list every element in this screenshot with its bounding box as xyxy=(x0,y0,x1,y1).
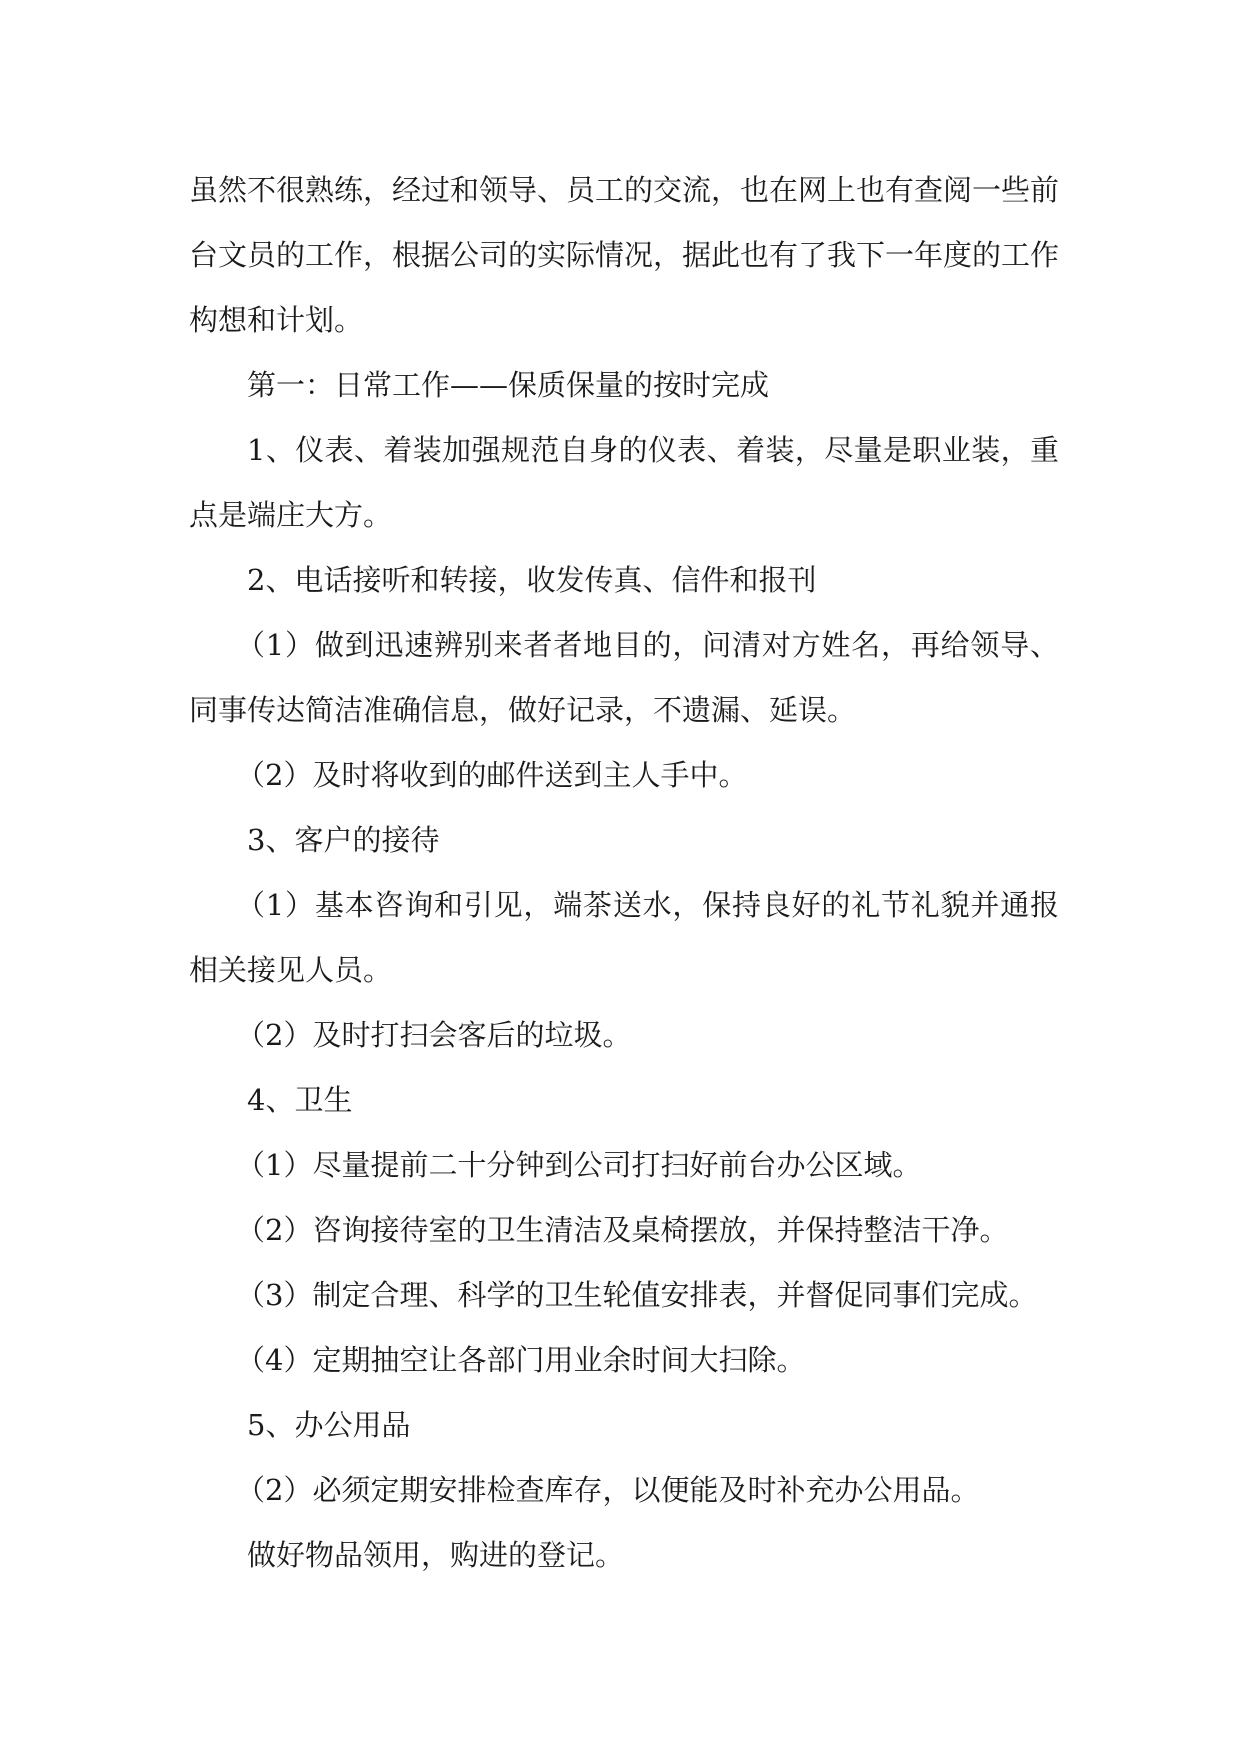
item-3-sub-2: （2）及时打扫会客后的垃圾。 xyxy=(236,1018,632,1052)
paragraph-line: 同事传达简洁准确信息，做好记录，不遗漏、延误。 xyxy=(189,693,857,727)
paragraph-line: 相关接见人员。 xyxy=(189,953,393,987)
item-4-sub-3: （3）制定合理、科学的卫生轮值安排表，并督促同事们完成。 xyxy=(236,1278,1038,1312)
document-body xyxy=(189,158,1059,1588)
item-5-registration: 做好物品领用，购进的登记。 xyxy=(247,1538,625,1572)
item-5-office-supplies: 5、办公用品 xyxy=(247,1408,411,1442)
paragraph-line: （1）基本咨询和引见，端茶送水，保持良好的礼节礼貌并通报 xyxy=(236,888,1059,922)
item-3-sub-1 xyxy=(189,873,1059,1003)
item-1-appearance xyxy=(189,418,1059,548)
section-heading-daily-work: 第一：日常工作——保质保量的按时完成 xyxy=(247,368,770,402)
item-2-sub-1 xyxy=(189,613,1059,743)
item-4-hygiene: 4、卫生 xyxy=(247,1083,353,1117)
paragraph-line: （1）做到迅速辨别来者者地目的，问清对方姓名，再给领导、 xyxy=(236,628,1059,662)
paragraph-line: 构想和计划。 xyxy=(189,303,364,337)
item-4-sub-4: （4）定期抽空让各部门用业余时间大扫除。 xyxy=(236,1343,806,1377)
item-4-sub-2: （2）咨询接待室的卫生清洁及桌椅摆放，并保持整洁干净。 xyxy=(236,1213,1009,1247)
paragraph-intro xyxy=(189,158,1059,353)
paragraph-line: 点是端庄大方。 xyxy=(189,498,393,532)
item-5-sub-2: （2）必须定期安排检查库存，以便能及时补充办公用品。 xyxy=(236,1473,980,1507)
item-2-phone: 2、电话接听和转接，收发传真、信件和报刊 xyxy=(247,563,817,597)
item-2-sub-2: （2）及时将收到的邮件送到主人手中。 xyxy=(236,758,748,792)
paragraph-line: 1、仪表、着装加强规范自身的仪表、着装，尽量是职业装，重 xyxy=(247,433,1059,467)
paragraph-line: 台文员的工作，根据公司的实际情况，据此也有了我下一年度的工作 xyxy=(189,238,1060,272)
item-4-sub-1: （1）尽量提前二十分钟到公司打扫好前台办公区域。 xyxy=(236,1148,922,1182)
item-3-reception: 3、客户的接待 xyxy=(247,823,440,857)
paragraph-line: 虽然不很熟练，经过和领导、员工的交流，也在网上也有查阅一些前 xyxy=(189,173,1060,207)
